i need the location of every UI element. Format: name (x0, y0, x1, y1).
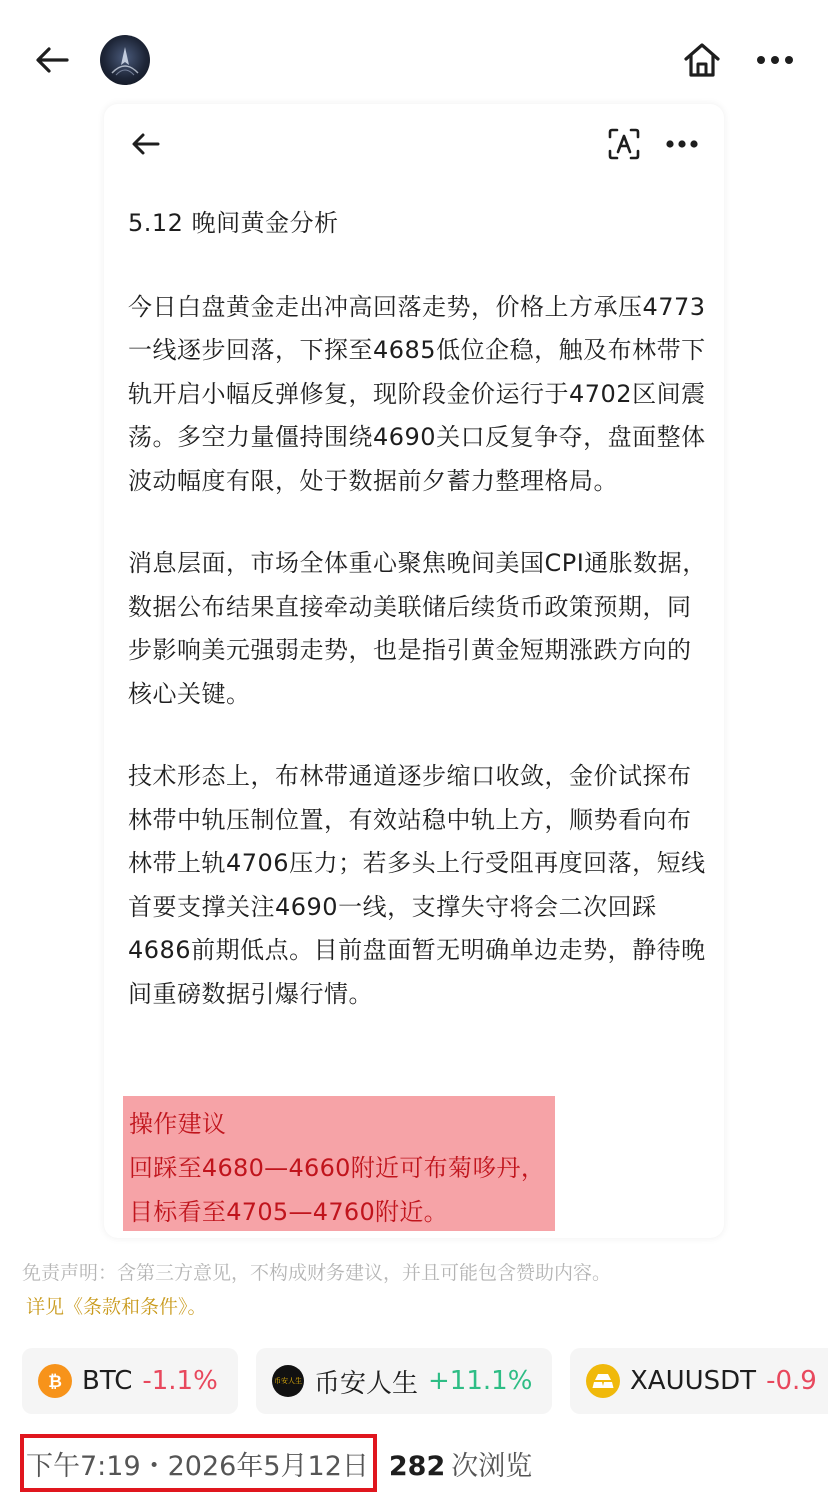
ticker-chip-binance-life[interactable] (256, 1348, 552, 1414)
ticker-change: +11.1% (428, 1366, 533, 1396)
terms-link[interactable]: 详见《条款和条件》。 (26, 1296, 207, 1318)
disclaimer (22, 1256, 802, 1324)
article-paragraph: 消息层面，市场全体重心聚焦晚间美国CPI通胀数据，数据公布结果直接牵动美联储后续货币政策预期，同步影响美元强弱走势，也是指引黄金短期涨跌方向的核心关键。 (128, 549, 707, 708)
home-button[interactable] (678, 36, 726, 84)
translate-button[interactable] (602, 122, 646, 166)
card-more-button[interactable] (660, 124, 704, 164)
article-paragraph: 今日白盘黄金走出冲高回落走势，价格上方承压4773一线逐步回落，下探至4685低位企稳，触及布林带下轨开启小幅反弹修复，现阶段金价运行于4702区间震荡。多空力量僵持围绕4690关口反复争夺，盘面整体波动幅度有限，处于数据前夕蓄力整理格局。 (128, 292, 706, 495)
binance-life-icon: 币安人生 (272, 1365, 304, 1397)
avatar-image (100, 35, 150, 85)
post-datetime-highlight (20, 1434, 377, 1492)
arrow-left-icon (34, 45, 70, 75)
svg-text:₿: ₿ (48, 1372, 62, 1392)
translate-icon (607, 127, 641, 161)
article-body (128, 202, 708, 1055)
ticker-chip-xauusdt[interactable] (570, 1348, 828, 1414)
more-horizontal-icon (756, 55, 794, 65)
ticker-change: -1.1% (142, 1366, 218, 1396)
post-meta (20, 1434, 532, 1492)
view-count-number: 282 (388, 1450, 446, 1482)
gold-bar-icon (586, 1364, 620, 1398)
top-bar (0, 0, 828, 118)
ticker-symbol: XAUUSDT (630, 1366, 757, 1396)
avatar[interactable] (100, 35, 150, 85)
advice-line: 目标看至4705—4760附近。 (129, 1198, 448, 1226)
bitcoin-icon (38, 1364, 72, 1398)
advice-heading: 操作建议 (129, 1110, 227, 1138)
home-icon (682, 41, 722, 79)
arrow-left-icon (131, 131, 161, 157)
post-datetime: 下午7:19・2026年5月12日 (26, 1450, 369, 1482)
article-paragraph: 技术形态上，布林带通道逐步缩口收敛，金价试探布林带中轨压制位置，有效站稳中轨上方，顺势看向布林带上轨4706压力；若多头上行受阻再度回落，短线首要支撑关注4690一线，支撑失守将会二次回踩4686前期低点。目前盘面暂无明确单边走势，静待晚间重磅数据引爆行情。 (128, 762, 706, 1008)
ticker-chip-btc[interactable] (22, 1348, 238, 1414)
article-title: 5.12 晚间黄金分析 (128, 209, 339, 237)
advice-line: 回踩至4680—4660附近可布菊哆丹， (129, 1154, 546, 1182)
more-options-button[interactable] (752, 40, 798, 80)
card-back-button[interactable] (126, 124, 166, 164)
ticker-strip[interactable] (22, 1348, 828, 1414)
view-count (389, 1444, 532, 1483)
ticker-symbol: BTC (82, 1366, 133, 1396)
disclaimer-text: 免责声明：含第三方意见，不构成财务建议，并且可能包含赞助内容。 (22, 1262, 612, 1284)
ticker-symbol: 币安人生 (314, 1368, 419, 1399)
trade-advice-highlight (123, 1096, 555, 1231)
ticker-change: -0.9 (766, 1366, 817, 1396)
more-horizontal-icon (666, 140, 698, 148)
back-button[interactable] (30, 38, 74, 82)
view-count-label: 次浏览 (451, 1450, 533, 1482)
